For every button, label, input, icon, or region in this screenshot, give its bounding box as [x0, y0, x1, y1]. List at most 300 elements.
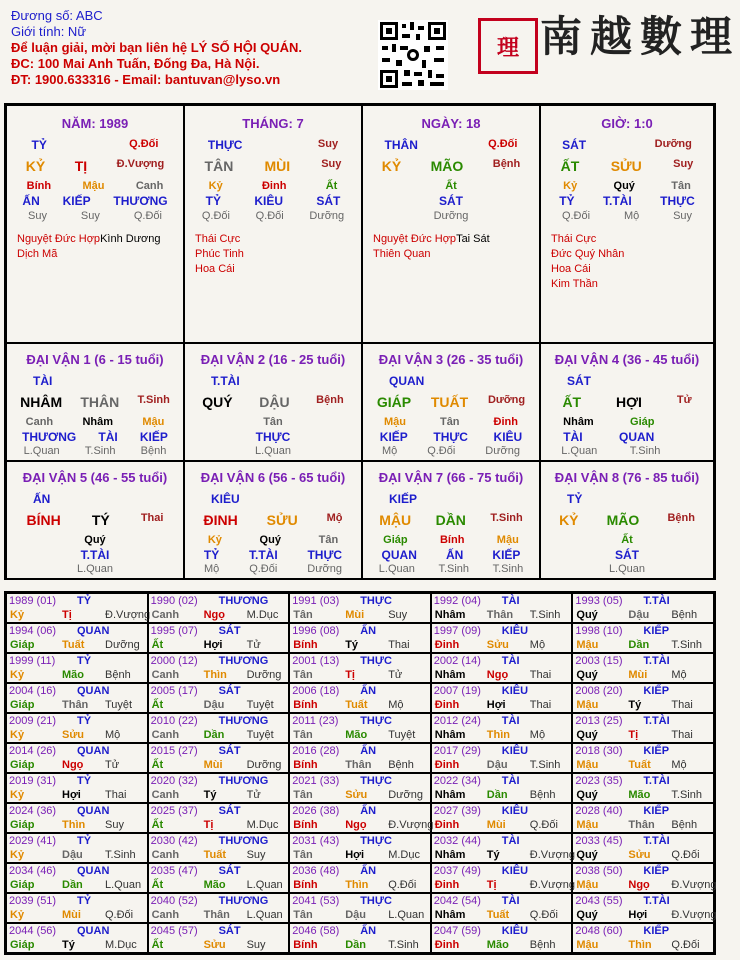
year-state: Đ.Vượng	[105, 609, 151, 621]
year-state: Tuyệt	[105, 699, 133, 711]
year-stem: Bính	[293, 879, 318, 891]
year-god: KIÊU	[501, 865, 529, 877]
year-god: TÀI	[501, 595, 520, 607]
year-branch: Dần	[628, 639, 650, 651]
stem: GIÁP	[376, 394, 412, 410]
year-stem: Quý	[576, 729, 598, 741]
year-cell	[572, 683, 714, 713]
dai-van-god: T.TÀI	[211, 374, 240, 388]
year-state: Tử	[105, 759, 120, 771]
hidden-stem: Tân	[671, 180, 691, 192]
year-cell	[148, 653, 290, 683]
year-stem: Ất	[151, 819, 164, 831]
hidden-state: Q.Đối	[201, 210, 230, 222]
branch-state: Đ.Vượng	[116, 158, 165, 170]
year-god: T.TÀI	[643, 715, 670, 727]
year-branch: Mão	[345, 729, 368, 741]
star-notes: Nguyệt Đức HợpKình Dương Dịch Mã	[17, 233, 161, 260]
year-cell	[148, 923, 290, 953]
year-branch: Dậu	[628, 609, 650, 621]
year-stem: Quý	[576, 849, 598, 861]
year-branch: Sửu	[345, 789, 368, 801]
year-state: Thai	[529, 669, 552, 681]
branch-state: Bệnh	[316, 394, 344, 406]
year-branch: Hợi	[345, 849, 365, 861]
hidden-stem: Giáp	[383, 534, 408, 546]
year-stem: Đinh	[434, 879, 460, 891]
year-branch: Tuất	[345, 699, 368, 711]
phone-email[interactable]: ĐT: 1900.633316 - Email: bantuvan@lyso.vn	[11, 72, 281, 87]
year-cell	[148, 743, 290, 773]
hidden-stem: Tân	[439, 416, 460, 428]
year-god: THƯƠNG	[218, 655, 269, 667]
year-label: 2004 (16)	[9, 685, 57, 697]
dai-van-god: ẤN	[33, 492, 51, 506]
year-label: 2039 (51)	[9, 895, 57, 907]
year-god: SÁT	[218, 625, 241, 637]
dai-van-title: ĐẠI VẬN 2 (16 - 25 tuổi)	[200, 352, 346, 367]
year-god: THƯƠNG	[218, 595, 269, 607]
hidden-state: Dưỡng	[485, 445, 521, 457]
year-cell	[431, 803, 573, 833]
year-label: 2000 (12)	[150, 655, 198, 667]
year-god: SÁT	[218, 685, 241, 697]
year-label: 2035 (47)	[150, 865, 198, 877]
header-info	[11, 8, 302, 88]
year-branch: Dậu	[62, 849, 83, 861]
hidden-state: Suy	[80, 210, 100, 222]
year-cell	[148, 683, 290, 713]
year-branch: Thân	[345, 759, 372, 771]
year-state: Suy	[246, 849, 266, 861]
pillar-day	[362, 105, 540, 343]
year-label: 2029 (41)	[9, 835, 57, 847]
pillar-year	[6, 105, 184, 343]
dai-van-god: TÀI	[33, 374, 53, 388]
year-state: Tuyệt	[246, 699, 274, 711]
year-stem: Canh	[151, 729, 180, 741]
year-state: Thai	[529, 699, 552, 711]
dai-van-title: ĐẠI VẬN 7 (66 - 75 tuổi)	[378, 470, 524, 485]
year-cell	[289, 893, 431, 923]
year-cell	[572, 713, 714, 743]
year-label: 1989 (01)	[9, 595, 57, 607]
year-state: Mộ	[671, 669, 687, 681]
year-stem: Kỷ	[10, 849, 25, 861]
hidden-god: KIÊU	[493, 430, 523, 444]
year-branch: Tuất	[203, 849, 226, 861]
year-cell	[289, 923, 431, 953]
stem: NHÂM	[20, 394, 63, 410]
year-state: Thai	[671, 729, 693, 741]
year-stem: Mậu	[576, 939, 599, 951]
year-state: Mộ	[105, 729, 121, 741]
year-branch: Ngọ	[203, 609, 225, 621]
year-god: T.TÀI	[643, 775, 670, 787]
hidden-stem: Canh	[25, 416, 54, 428]
year-stem: Canh	[151, 909, 180, 921]
year-label: 2015 (27)	[150, 745, 198, 757]
year-label: 2016 (28)	[292, 745, 340, 757]
year-label: 2028 (40)	[575, 805, 623, 817]
year-state: Q.Đối	[388, 879, 417, 891]
branch: MÃO	[606, 512, 640, 528]
year-stem: Đinh	[434, 699, 460, 711]
year-god: T.TÀI	[643, 595, 670, 607]
hidden-god: TỶ	[559, 194, 575, 208]
year-label: 2037 (49)	[433, 865, 481, 877]
year-branch: Mùi	[345, 609, 365, 621]
year-state: Q.Đối	[671, 939, 700, 951]
state-label: Q.Đối	[129, 138, 159, 150]
year-label: 2030 (42)	[150, 835, 198, 847]
year-stem: Quý	[576, 609, 598, 621]
year-label: 2027 (39)	[433, 805, 481, 817]
year-stem: Canh	[151, 669, 180, 681]
year-god: THƯƠNG	[218, 775, 269, 787]
year-stem: Kỷ	[10, 669, 25, 681]
year-cell	[6, 893, 148, 923]
year-cell	[6, 683, 148, 713]
year-state: Mộ	[529, 639, 546, 651]
year-state: Suy	[388, 609, 408, 621]
year-label: 2017 (29)	[433, 745, 481, 757]
year-god: KIẾP	[643, 625, 670, 637]
pillar-hour	[540, 105, 714, 343]
year-stem: Bính	[293, 759, 318, 771]
hidden-state: Q.Đối	[255, 210, 284, 222]
year-god: TÀI	[501, 655, 520, 667]
stem: TÂN	[204, 158, 234, 174]
dai-van-title: ĐẠI VẬN 8 (76 - 85 tuổi)	[554, 470, 700, 485]
year-label: 1997 (09)	[433, 625, 481, 637]
year-state: T.Sinh	[671, 789, 702, 801]
branch-state: T.Sinh	[490, 512, 523, 524]
year-cell	[431, 863, 573, 893]
branch-state: Bệnh	[492, 158, 521, 170]
year-label: 1998 (10)	[575, 625, 623, 637]
year-state: T.Sinh	[105, 849, 136, 861]
branch: TỊ	[74, 158, 88, 174]
hidden-god: T.TÀI	[603, 194, 632, 208]
year-branch: Sửu	[486, 639, 509, 651]
hidden-stem: Đinh	[493, 416, 518, 428]
hidden-stem: Quý	[84, 534, 106, 546]
branch: TUẤT	[430, 394, 469, 410]
hidden-state: T.Sinh	[492, 563, 524, 575]
year-stem: Tân	[293, 909, 313, 921]
year-label: 1994 (06)	[9, 625, 57, 637]
hidden-stem: Mậu	[383, 416, 406, 428]
year-cell	[6, 593, 151, 623]
branch-state: Dưỡng	[487, 394, 526, 406]
hidden-stem: Bính	[439, 534, 465, 546]
year-state: Bệnh	[105, 669, 131, 681]
year-label: 2001 (13)	[292, 655, 340, 667]
gender: Giới tính: Nữ	[11, 24, 87, 39]
year-branch: Tuất	[628, 759, 651, 771]
hidden-god: QUAN	[619, 430, 655, 444]
hidden-state: Q.Đối	[249, 563, 278, 575]
year-branch: Thìn	[203, 669, 227, 681]
year-cell	[6, 713, 148, 743]
year-label: 2011 (23)	[292, 715, 339, 727]
year-label: 2031 (43)	[292, 835, 340, 847]
year-stem: Bính	[293, 939, 318, 951]
year-stem: Tân	[293, 609, 313, 621]
dai-van-god: SÁT	[567, 374, 591, 388]
stem: ẤT	[562, 394, 582, 410]
hidden-god: SÁT	[439, 194, 463, 208]
year-stem: Nhâm	[434, 609, 466, 621]
year-label: 2041 (53)	[292, 895, 340, 907]
year-label: 1990 (02)	[150, 595, 198, 607]
year-stem: Mậu	[576, 759, 599, 771]
year-branch: Thân	[486, 609, 514, 621]
year-cell	[431, 683, 573, 713]
year-branch: Tị	[203, 819, 214, 831]
hidden-state: Bệnh	[140, 445, 167, 457]
year-stem: Bính	[293, 819, 318, 831]
year-god: TỶ	[77, 895, 92, 907]
year-branch: Mùi	[486, 819, 506, 831]
year-branch: Tuất	[486, 909, 510, 921]
year-branch: Mùi	[203, 759, 223, 771]
hidden-stem: Nhâm	[563, 416, 594, 428]
year-state: Bệnh	[388, 759, 414, 771]
year-label: 2010 (22)	[150, 715, 198, 727]
year-stem: Bính	[293, 639, 318, 651]
hidden-god: TÀI	[563, 430, 583, 444]
year-label: 2009 (21)	[9, 715, 57, 727]
dai-van-title: ĐẠI VẬN 4 (36 - 45 tuổi)	[554, 352, 700, 367]
year-branch: Tý	[203, 789, 217, 801]
year-cell	[572, 653, 714, 683]
year-branch: Mão	[628, 789, 651, 801]
year-god: T.TÀI	[643, 895, 670, 907]
dai-van-god: QUAN	[389, 374, 425, 388]
year-god: TÀI	[501, 895, 520, 907]
year-cell	[6, 923, 148, 953]
dai-van-title: ĐẠI VẬN 6 (56 - 65 tuổi)	[200, 470, 346, 485]
year-branch: Mão	[62, 669, 84, 681]
star-notes: Nguyệt Đức HợpTai Sát Thiên Quan	[373, 233, 490, 260]
year-cell	[289, 833, 431, 863]
hidden-stem: Đinh	[261, 180, 287, 192]
year-god: THƯƠNG	[218, 835, 269, 847]
year-branch: Sửu	[203, 939, 226, 951]
dai-van-3	[362, 343, 540, 461]
year-stem: Nhâm	[434, 909, 466, 921]
contact-invite: Để luận giải, mời bạn liên hệ LÝ SỐ HỘI QUÁN.	[11, 40, 302, 55]
year-stem: Kỷ	[10, 909, 25, 921]
god-label: THỰC	[207, 138, 243, 152]
year-god: THỰC	[360, 715, 392, 727]
year-branch: Tý	[628, 699, 642, 711]
pillar-month	[184, 105, 362, 343]
owner-name: Đương số: ABC	[11, 8, 103, 23]
dai-van-8	[540, 461, 714, 579]
branch: TÝ	[91, 512, 110, 528]
hidden-state: Mộ	[381, 445, 398, 457]
branch: DẬU	[259, 394, 290, 410]
pillar-title: GIỜ: 1:0	[601, 116, 653, 131]
hidden-god: T.TÀI	[249, 548, 278, 562]
year-label: 2008 (20)	[575, 685, 623, 697]
year-cell	[572, 743, 714, 773]
branch-state: Tử	[676, 394, 692, 406]
year-branch: Dậu	[486, 759, 508, 771]
year-state: T.Sinh	[388, 939, 419, 951]
year-branch: Mùi	[628, 669, 648, 681]
stem: ĐINH	[203, 512, 238, 528]
year-stem: Nhâm	[434, 789, 466, 801]
year-branch: Hợi	[62, 789, 81, 801]
year-god: KIẾP	[643, 805, 670, 817]
hidden-stem: Kỷ	[208, 180, 223, 192]
year-branch: Dần	[203, 729, 225, 741]
year-cell	[431, 923, 573, 953]
year-cell	[572, 923, 714, 953]
branch: DẦN	[435, 512, 466, 528]
year-stem: Kỷ	[10, 729, 25, 741]
year-label: 2044 (56)	[9, 925, 57, 937]
year-god: ẤN	[360, 745, 377, 757]
hidden-god: KIẾP	[492, 548, 521, 562]
year-state: Đ.Vượng	[671, 879, 717, 891]
year-stem: Đinh	[434, 639, 460, 651]
hidden-stem: Mậu	[142, 416, 165, 428]
year-state: Thai	[105, 789, 127, 801]
year-state: Q.Đối	[105, 909, 134, 921]
year-state: M.Dục	[388, 849, 420, 861]
dai-van-title: ĐẠI VẬN 3 (26 - 35 tuổi)	[378, 352, 524, 367]
hidden-god: THỰC	[255, 430, 291, 444]
year-label: 2013 (25)	[575, 715, 623, 727]
hidden-god: THỰC	[307, 548, 343, 562]
year-state: Tuyệt	[388, 729, 416, 741]
year-state: T.Sinh	[671, 639, 702, 651]
year-god: THƯƠNG	[218, 715, 269, 727]
hidden-state: L.Quan	[378, 563, 415, 575]
year-cell	[6, 623, 148, 653]
hidden-stem: Quý	[613, 180, 635, 192]
year-branch: Tý	[345, 639, 359, 651]
year-god: TỶ	[77, 595, 92, 607]
year-god: KIẾP	[643, 745, 670, 757]
hidden-god: ẤN	[445, 548, 464, 562]
year-state: Bệnh	[529, 789, 556, 801]
year-cell	[289, 683, 431, 713]
hidden-state: L.Quan	[23, 445, 60, 457]
year-god: QUAN	[77, 865, 110, 877]
year-branch: Tý	[486, 849, 500, 861]
year-state: Dưỡng	[105, 639, 140, 651]
year-branch: Ngọ	[345, 819, 367, 831]
year-god: THỰC	[360, 835, 392, 847]
year-branch: Thìn	[345, 879, 369, 891]
year-stem: Nhâm	[434, 669, 466, 681]
year-state: Thai	[671, 699, 693, 711]
year-god: KIẾP	[643, 925, 670, 937]
year-branch: Ngọ	[486, 669, 509, 681]
year-stem: Tân	[293, 849, 313, 861]
year-label: 2032 (44)	[433, 835, 481, 847]
branch: MÙI	[264, 158, 291, 174]
year-stem: Ất	[151, 699, 164, 711]
year-stem: Kỷ	[10, 789, 25, 801]
year-stem: Quý	[576, 789, 598, 801]
year-state: Đ.Vượng	[671, 909, 717, 921]
year-cell	[572, 833, 714, 863]
year-state: Thai	[388, 639, 410, 651]
year-state: Suy	[105, 819, 124, 831]
hidden-stem: Tân	[318, 534, 339, 546]
hidden-stem: Ất	[445, 180, 457, 192]
year-state: Tuyệt	[246, 729, 274, 741]
year-stem: Mậu	[576, 639, 599, 651]
year-god: QUAN	[77, 925, 110, 937]
year-label: 2038 (50)	[575, 865, 623, 877]
year-stem: Giáp	[10, 639, 35, 651]
address: ĐC: 100 Mai Anh Tuấn, Đống Đa, Hà Nội.	[11, 56, 260, 71]
hidden-state: Dưỡng	[307, 563, 343, 575]
year-cell	[431, 623, 573, 653]
branch: THÂN	[80, 394, 120, 410]
year-state: Suy	[246, 939, 266, 951]
year-label: 2048 (60)	[575, 925, 623, 937]
dai-van-7	[362, 461, 540, 579]
year-state: L.Quan	[246, 879, 283, 891]
year-cell	[572, 773, 714, 803]
year-state: Q.Đối	[671, 849, 700, 861]
hidden-state: Suy	[27, 210, 47, 222]
dai-van-2	[184, 343, 362, 461]
year-cell	[289, 593, 431, 623]
year-state: T.Sinh	[529, 609, 561, 621]
hidden-god: TỶ	[203, 548, 220, 562]
hidden-stem: Canh	[135, 180, 164, 192]
year-cell	[148, 863, 290, 893]
year-label: 2046 (58)	[292, 925, 340, 937]
hidden-state: T.Sinh	[84, 445, 116, 457]
year-cell	[289, 863, 431, 893]
year-god: ẤN	[360, 625, 377, 637]
year-stem: Quý	[576, 909, 598, 921]
year-stem: Đinh	[434, 939, 460, 951]
year-branch: Hợi	[203, 639, 223, 651]
year-state: Dưỡng	[388, 789, 423, 801]
year-state: Tử	[388, 669, 403, 681]
year-state: Dưỡng	[246, 759, 282, 771]
year-state: Đ.Vượng	[529, 879, 575, 891]
year-god: KIÊU	[501, 805, 529, 817]
year-cell	[148, 893, 290, 923]
year-branch: Tuất	[62, 639, 85, 651]
year-label: 2012 (24)	[433, 715, 481, 727]
dai-van-god: KIẾP	[389, 492, 418, 506]
year-branch: Hợi	[628, 909, 648, 921]
year-branch: Ngọ	[628, 879, 650, 891]
year-stem: Ất	[151, 759, 164, 771]
hidden-state: L.Quan	[254, 445, 292, 457]
year-branch: Dần	[62, 879, 83, 891]
year-cell	[572, 893, 717, 923]
hidden-god: KIẾP	[139, 430, 168, 444]
hidden-state: L.Quan	[561, 445, 598, 457]
year-label: 2022 (34)	[433, 775, 481, 787]
year-branch: Dậu	[345, 909, 366, 921]
